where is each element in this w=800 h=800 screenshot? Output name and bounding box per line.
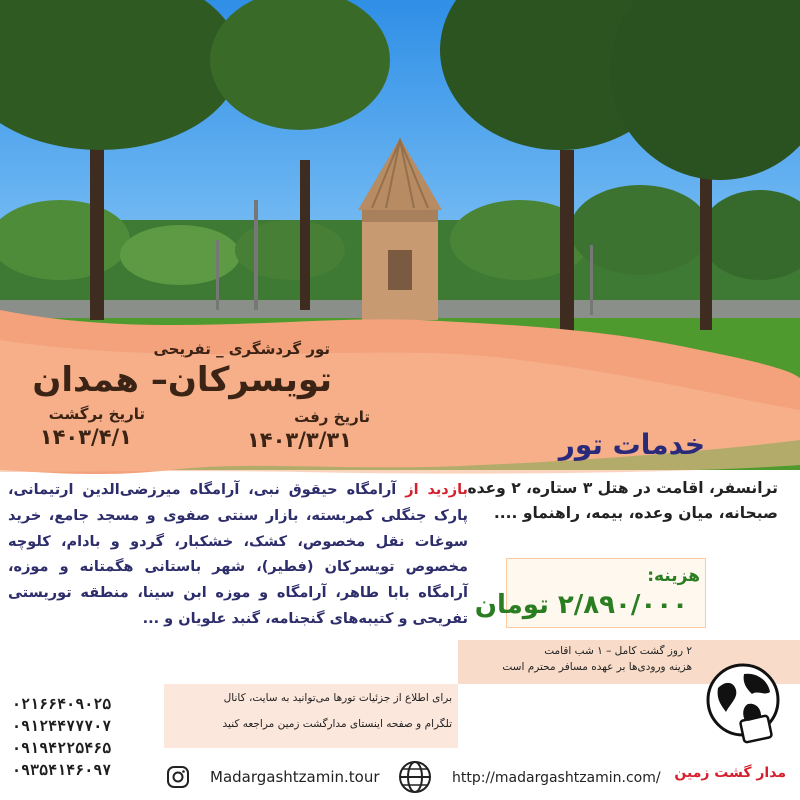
price-label: هزینه:	[647, 566, 700, 586]
brand-name: مدار گشت زمین	[674, 765, 786, 781]
return-date-label: تاریخ برگشت	[48, 405, 145, 423]
instagram-icon[interactable]	[166, 765, 190, 789]
phone-number[interactable]: ۰۲۱۶۶۴۰۹۰۲۵	[12, 695, 112, 713]
services-title: خدمات تور	[558, 428, 705, 461]
note-duration: ۲ روز گشت کامل – ۱ شب اقامت	[544, 645, 692, 657]
departure-date: ۱۴۰۳/۳/۳۱	[246, 428, 352, 452]
page-title: تویسرکان– همدان	[32, 360, 332, 400]
departure-date-label: تاریخ رفت	[294, 408, 370, 426]
info-line-1: برای اطلاع از جزئیات تورها می‌توانید به سایت، کانال	[223, 692, 452, 704]
services-list: ترانسفر، اقامت در هتل ۳ ستاره، ۲ وعده صبحانه، میان وعده، بیمه، راهنماو ....	[467, 479, 778, 522]
globe-icon[interactable]	[398, 760, 432, 794]
phone-list	[12, 693, 162, 781]
visit-label: بازدید از	[405, 482, 468, 498]
note-entry-fees: هزینه ورودی‌ها بر عهده مسافر محترم است	[502, 661, 692, 673]
tour-type-label: تور گردشگری _ تفریحی	[153, 340, 330, 358]
website-link[interactable]: http://madargashtzamin.com/	[452, 770, 661, 786]
phone-number[interactable]: ۰۹۱۲۴۴۷۷۷۰۷	[12, 717, 112, 735]
description-text: آرامگاه حیقوق نبی، آرامگاه میرزضی‌الدین ارتیمانی، پارک جنگلی کمربسته، بازار سنتی صفوی و مسجد جامع، خرید سوغات نقل مخصوص، کشک، خشکبار، گردو و بادام، کلوچه مخصوص تویسرکان (فطیر)، شهر باستانی هگمتانه و موزه، آرامگاه بابا طاهر، آرامگاه و موزه ابن سینا، منطقه توریستی تفریحی و کتیبه‌های گنجنامه، گنبد علویان و ...	[8, 482, 468, 627]
globe-traveler-icon	[704, 660, 782, 758]
info-line-2: تلگرام و صفحه اینستای مدارگشت زمین مراجعه کنید	[222, 718, 452, 730]
phone-number[interactable]: ۰۹۱۹۴۲۲۵۴۶۵	[12, 739, 112, 757]
instagram-handle[interactable]: Madargashtzamin.tour	[210, 768, 380, 786]
phone-number[interactable]: ۰۹۳۵۴۱۴۶۰۹۷	[12, 761, 112, 779]
return-date: ۱۴۰۳/۴/۱	[39, 425, 132, 449]
price-value: ۲/۸۹۰/۰۰۰ تومان	[474, 590, 688, 620]
tour-description	[8, 478, 468, 633]
